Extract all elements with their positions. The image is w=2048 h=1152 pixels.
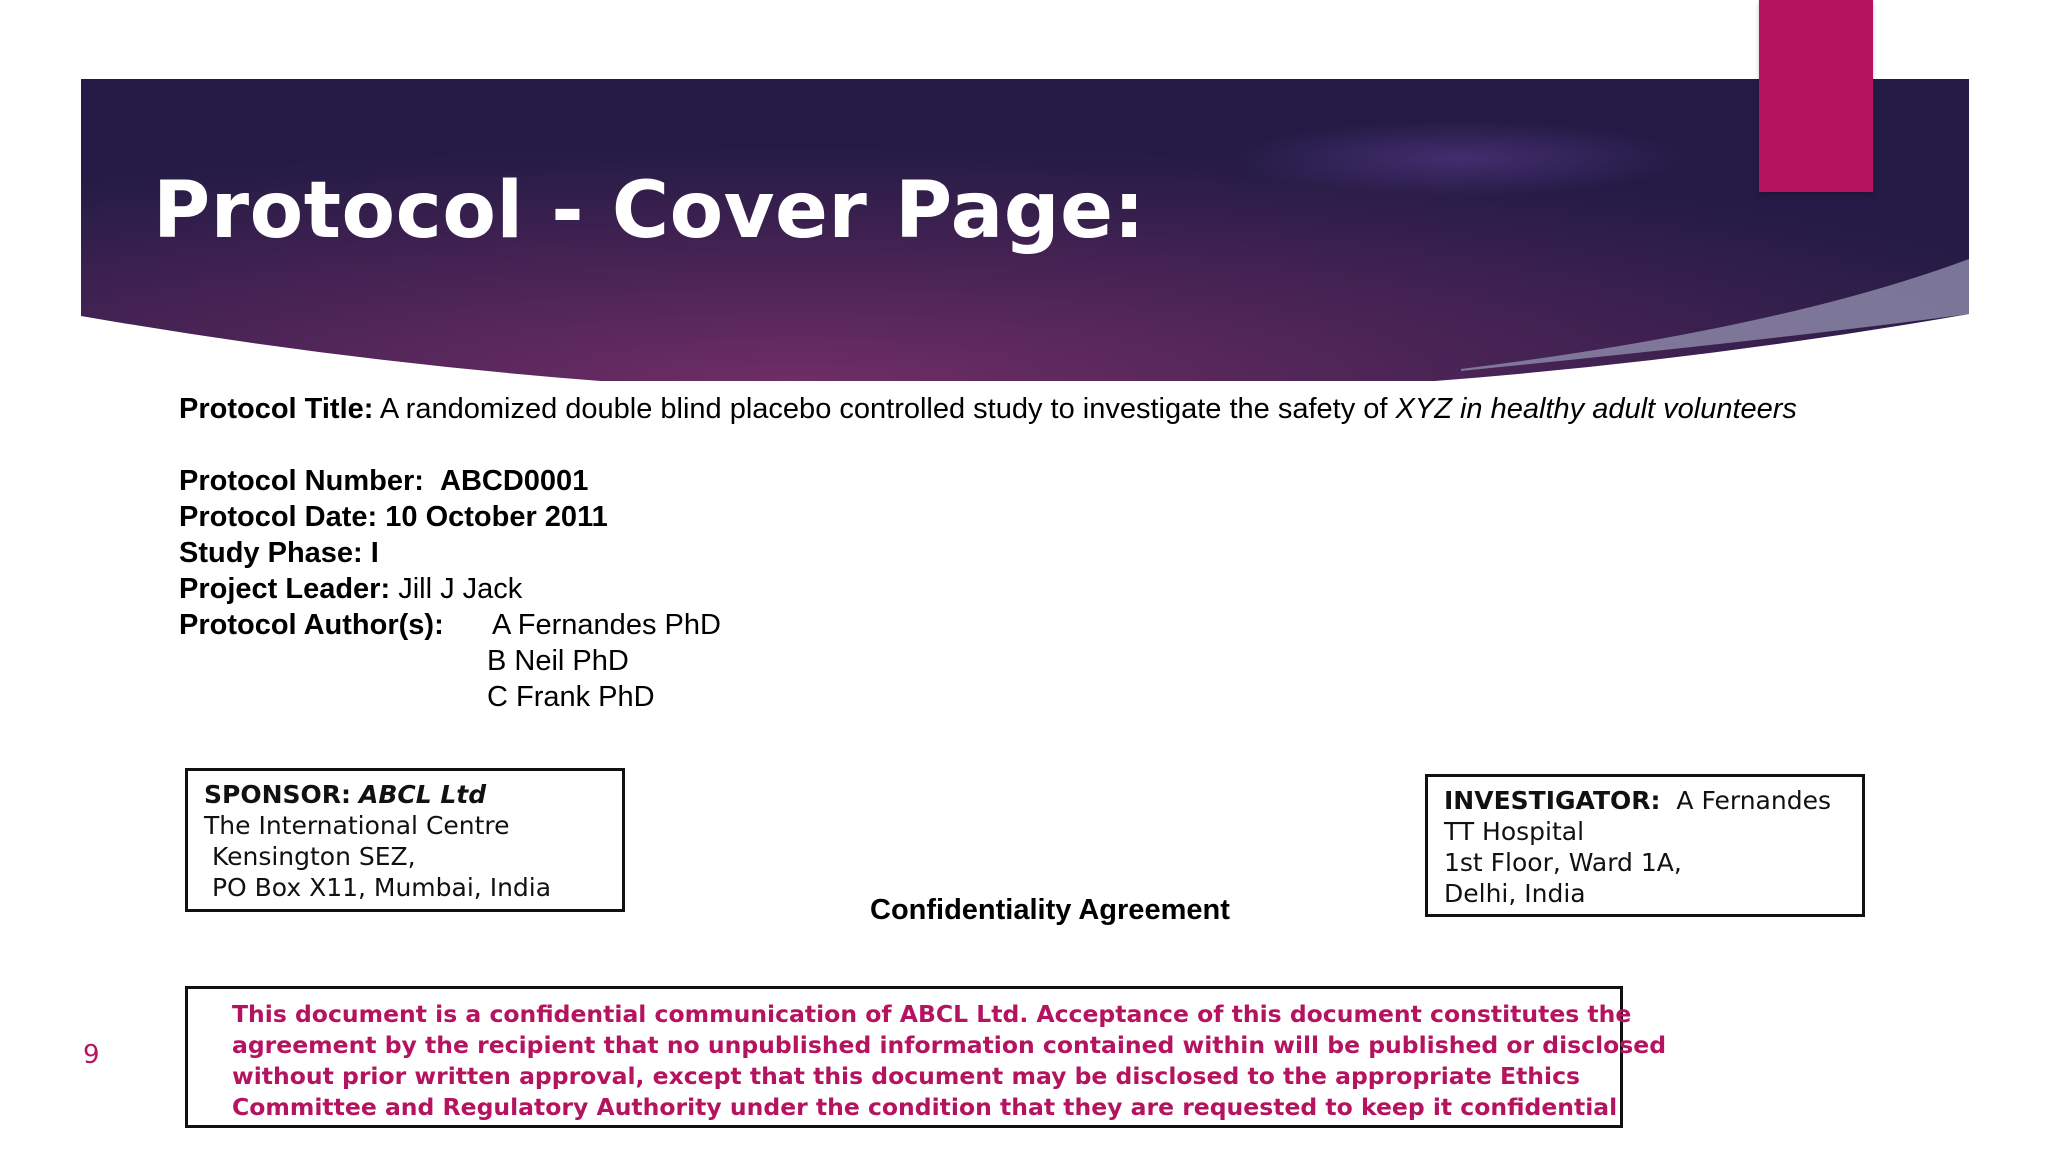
confidentiality-line: This document is a confidential communication of ABCL Ltd. Acceptance of this document constitutes the <box>232 1000 1632 1028</box>
slide-title: Protocol - Cover Page: <box>153 166 1146 256</box>
sponsor-box <box>185 768 625 912</box>
investigator-address-line: TT Hospital <box>1444 817 1585 846</box>
study-phase-line <box>179 535 379 571</box>
investigator-address-line: Delhi, India <box>1444 879 1586 908</box>
sponsor-address-line: The International Centre <box>204 811 510 840</box>
protocol-number-label: Protocol Number: <box>179 465 424 497</box>
protocol-number-value: ABCD0001 <box>440 465 589 497</box>
protocol-title-line <box>179 391 1797 427</box>
sponsor-name: ABCL Ltd <box>358 780 487 809</box>
protocol-title-italic: XYZ in healthy adult volunteers <box>1395 393 1797 425</box>
protocol-authors-line <box>179 607 444 643</box>
protocol-date-value: 10 October 2011 <box>385 501 608 533</box>
investigator-box <box>1425 774 1865 917</box>
sponsor-label: SPONSOR: <box>204 780 352 809</box>
confidentiality-line: Committee and Regulatory Authority under the condition that they are requested to keep it confidential <box>232 1093 1618 1121</box>
project-leader-line <box>179 571 522 607</box>
accent-tab <box>1759 0 1873 192</box>
protocol-authors-label: Protocol Author(s): <box>179 609 444 641</box>
investigator-label: INVESTIGATOR: <box>1444 786 1661 815</box>
protocol-title-label: Protocol Title: <box>179 393 374 425</box>
protocol-number-line <box>179 463 588 499</box>
protocol-date-label: Protocol Date: <box>179 501 378 533</box>
sponsor-heading <box>204 779 622 810</box>
investigator-heading <box>1444 785 1862 816</box>
author-item: A Fernandes PhD <box>492 609 721 641</box>
study-phase-label: Study Phase: <box>179 537 363 569</box>
protocol-title-text: A randomized double blind placebo controlled study to investigate the safety of <box>373 393 1396 425</box>
confidentiality-heading: Confidentiality Agreement <box>870 894 1230 926</box>
confidentiality-line: agreement by the recipient that no unpublished information contained within will be published or disclosed <box>232 1031 1667 1059</box>
study-phase-value: I <box>370 537 379 569</box>
project-leader-label: Project Leader: <box>179 573 391 605</box>
confidentiality-box <box>185 986 1667 1128</box>
sponsor-address-line: Kensington SEZ, <box>204 842 416 871</box>
author-item: C Frank PhD <box>487 681 655 713</box>
investigator-name: A Fernandes <box>1676 786 1831 815</box>
sponsor-address-line: PO Box X11, Mumbai, India <box>204 873 552 902</box>
confidentiality-line: without prior written approval, except that this document may be disclosed to the appropriate Ethics <box>232 1062 1581 1090</box>
investigator-address-line: 1st Floor, Ward 1A, <box>1444 848 1682 877</box>
page-number: 9 <box>83 1040 100 1070</box>
author-item: B Neil PhD <box>487 645 629 677</box>
protocol-date-line <box>179 499 608 535</box>
project-leader-value: Jill J Jack <box>398 573 523 605</box>
